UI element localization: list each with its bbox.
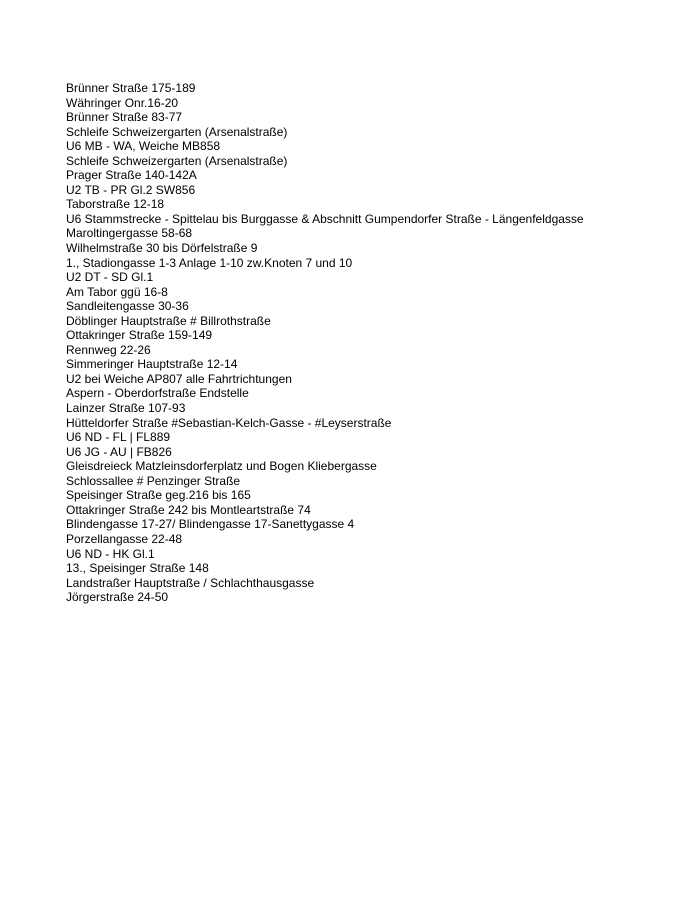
list-item: 1., Stadiongasse 1-3 Anlage 1-10 zw.Knoten 7 und 10: [66, 255, 353, 270]
list-item: Speisinger Straße geg.216 bis 165: [66, 488, 251, 503]
list-item: Ottakringer Straße 159-149: [66, 328, 213, 343]
list-item: Schlossallee # Penzinger Straße: [66, 473, 241, 488]
list-item: Landstraßer Hauptstraße / Schlachthausgasse: [66, 575, 315, 590]
list-item: Blindengasse 17-27/ Blindengasse 17-Sanettygasse 4: [66, 517, 355, 532]
list-item: U6 Stammstrecke - Spittelau bis Burggasse & Abschnitt Gumpendorfer Straße - Längenfeldgasse: [66, 211, 584, 226]
list-item: Brünner Straße 175-189: [66, 81, 196, 95]
list-item: Prager Straße 140-142A: [66, 168, 197, 183]
list-item: Taborstraße 12-18: [66, 197, 165, 212]
list-item: Jörgerstraße 24-50: [66, 590, 169, 605]
list-item: U2 DT - SD Gl.1: [66, 270, 154, 285]
list-item: Simmeringer Hauptstraße 12-14: [66, 357, 238, 372]
list-item: Gleisdreieck Matzleinsdorferplatz und Bogen Kliebergasse: [66, 459, 377, 474]
list-item: U2 bei Weiche AP807 alle Fahrtrichtungen: [66, 371, 292, 386]
list-item: U6 JG - AU | FB826: [66, 444, 172, 459]
list-item: Brünner Straße 83-77: [66, 110, 183, 125]
list-item: Aspern - Oberdorfstraße Endstelle: [66, 386, 249, 401]
list-item: U6 ND - HK Gl.1: [66, 546, 155, 561]
list-item: Am Tabor ggü 16-8: [66, 284, 168, 299]
list-item: Döblinger Hauptstraße # Billrothstraße: [66, 313, 271, 328]
list-item: Hütteldorfer Straße #Sebastian-Kelch-Gasse - #Leyserstraße: [66, 415, 392, 430]
list-item: U6 ND - FL | FL889: [66, 430, 171, 445]
list-item: Wilhelmstraße 30 bis Dörfelstraße 9: [66, 241, 258, 256]
list-item: Porzellangasse 22-48: [66, 531, 183, 546]
list-item: Währinger Onr.16-20: [66, 95, 179, 110]
list-item: Lainzer Straße 107-93: [66, 401, 186, 416]
list-item: U6 MB - WA, Weiche MB858: [66, 139, 221, 154]
list-item: Maroltingergasse 58-68: [66, 226, 193, 241]
list-item: Schleife Schweizergarten (Arsenalstraße): [66, 124, 288, 139]
list-item: Rennweg 22-26: [66, 342, 151, 357]
list-item: Schleife Schweizergarten (Arsenalstraße): [66, 153, 288, 168]
list-item: U2 TB - PR Gl.2 SW856: [66, 182, 196, 197]
location-list: [66, 81, 584, 605]
list-item: Sandleitengasse 30-36: [66, 299, 189, 314]
list-item: Ottakringer Straße 242 bis Montleartstraße 74: [66, 502, 311, 517]
list-item: 13., Speisinger Straße 148: [66, 561, 209, 576]
